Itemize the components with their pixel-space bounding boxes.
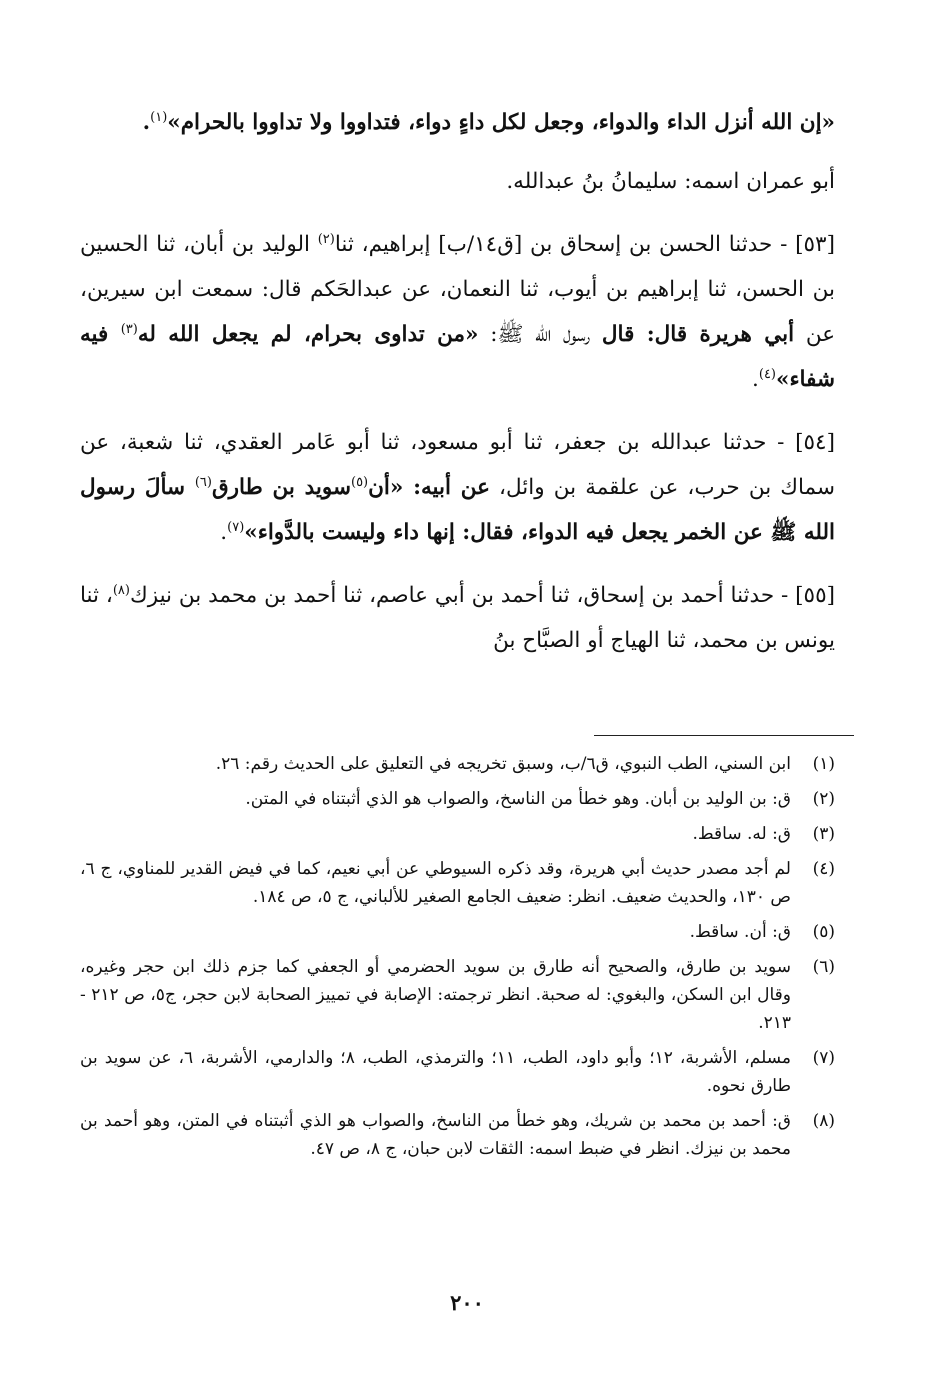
page-number: ٢٠٠ (450, 1290, 484, 1315)
footnotes (80, 750, 835, 1170)
footnote-item (80, 820, 835, 848)
hadith-quote: «إن الله أنزل الداء والدواء، وجعل لكل داءٍ دواء، فتداووا ولا تداووا بالحرام» (167, 110, 835, 135)
hadith-54-paragraph (80, 420, 835, 555)
footnote-ref-3: (٣) (120, 321, 138, 337)
footnote-ref-7: (٧) (227, 519, 245, 535)
hadith-53-lead: [٥٣] - حدثنا الحسن بن إسحاق بن [ق١٤/ب] إبراهيم، ثنا (334, 232, 835, 257)
hadith-54-bold-2: سويد بن طارق (211, 475, 351, 500)
footnote-number: (٧) (812, 1048, 835, 1068)
footnote-number: (٦) (812, 957, 835, 977)
footnote-text: ق: أن. ساقط. (689, 922, 791, 942)
narrator-name-paragraph: أبو عمران اسمه: سليمانُ بنُ عبدالله. (506, 169, 835, 194)
footnote-item (80, 1107, 835, 1163)
footnote-number: (٣) (812, 824, 835, 844)
footnote-ref-8: (٨) (112, 582, 130, 598)
hadith-53-bold-1: أبي هريرة قال: قال (601, 322, 795, 347)
footnote-item (80, 1044, 835, 1100)
footnote-ref-6: (٦) (194, 474, 212, 490)
footnote-number: (١) (812, 754, 835, 774)
footnote-ref-1: (١) (150, 109, 168, 125)
hadith-53-plain-2: رسول الله ﷺ: (478, 322, 602, 347)
hadith-54-bold-3: سألَ رسول الله ﷺ عن الخمر يجعل فيه الدواء، فقال: إنها داء وليست بالدَّواء» (80, 475, 835, 545)
paragraph-end: . (752, 367, 759, 392)
footnote-item (80, 953, 835, 1037)
footnote-text: ابن السني، الطب النبوي، ق٦/ب، وسبق تخريجه في التعليق على الحديث رقم: ٢٦. (215, 754, 791, 774)
hadith-55-tail: ، ثنا يونس بن محمد، ثنا الهياج أو الصبَّاح بنُ (80, 583, 835, 653)
footnote-ref-2: (٢) (317, 231, 335, 247)
hadith-55-paragraph (80, 573, 835, 663)
footnote-text: ق: أحمد بن محمد بن شريك، وهو خطأ من الناسخ، والصواب هو الذي أثبتناه في المتن، وهو أحمد بن محمد بن نيزك. انظر في ضبط اسمه: الثقات لابن حبان، ج ٨، ص ٤٧. (80, 1111, 791, 1159)
hadith-53-bold-3: فيه شفاء» (80, 322, 835, 392)
footnote-item (80, 750, 835, 778)
hadith-quote-paragraph (80, 100, 835, 145)
footnote-text: سويد بن طارق، والصحيح أنه طارق بن سويد الحضرمي أو الجعفي كما جزم ذلك ابن حجر وغيره، وقال ابن السكن، والبغوي: له صحبة. انظر ترجمته: الإصابة في تمييز الصحابة لابن حجر، ج٥، ص ٢١٢ - ٢١٣. (80, 957, 791, 1033)
paragraph-end: . (220, 520, 228, 545)
hadith-54-bold-1: عن أبيه: «أن (368, 475, 490, 500)
hadith-55-lead: [٥٥] - حدثنا أحمد بن إسحاق، ثنا أحمد بن أبي عاصم، ثنا أحمد بن محمد بن نيزك (129, 583, 836, 608)
hadith-54-lead: [٥٤] - حدثنا عبدالله بن جعفر، ثنا أبو مسعود، ثنا أبو عَامر العقدي، ثنا شعبة، عن سماك بن حرب، عن علقمة بن وائل، (80, 430, 835, 500)
footnote-text: مسلم، الأشربة، ١٢؛ وأبو داود، الطب، ١١؛ والترمذي، الطب، ٨؛ والدارمي، الأشربة، ٦، عن سويد بن طارق نحوه. (80, 1048, 791, 1096)
main-text (80, 100, 835, 681)
footnote-number: (٨) (812, 1111, 835, 1131)
footnote-text: ق: له. ساقط. (692, 824, 791, 844)
hadith-53-chain: الوليد بن أبان، ثنا الحسين بن الحسن، ثنا إبراهيم بن أيوب، ثنا النعمان، عن عبدالحَكم قال: سمعت ابن سيرين، عن (80, 232, 836, 347)
footnote-number: (٢) (812, 789, 835, 809)
footnote-ref-4: (٤) (758, 366, 776, 382)
footnote-ref-5: (٥) (350, 474, 369, 490)
footnote-item (80, 918, 835, 946)
footnote-item (80, 785, 835, 813)
hadith-53-paragraph (80, 222, 835, 402)
footnote-text: لم أجد مصدر حديث أبي هريرة، وقد ذكره السيوطي عن أبي نعيم، كما في فيض القدير للمناوي، ج ٦، ص ١٣٠، والحديث ضعيف. انظر: ضعيف الجامع الصغير للألباني، ج ٥، ص ١٨٤. (80, 859, 791, 907)
footnote-number: (٥) (812, 922, 835, 942)
footnote-number: (٤) (812, 859, 835, 879)
footnote-divider (594, 735, 854, 736)
footnote-item (80, 855, 835, 911)
footnote-text: ق: بن الوليد بن أبان. وهو خطأ من الناسخ، والصواب هو الذي أثبتناه في المتن. (245, 789, 791, 809)
paragraph-end: . (142, 110, 151, 135)
hadith-53-bold-2: «من تداوى بحرام، لم يجعل الله له (137, 322, 479, 347)
